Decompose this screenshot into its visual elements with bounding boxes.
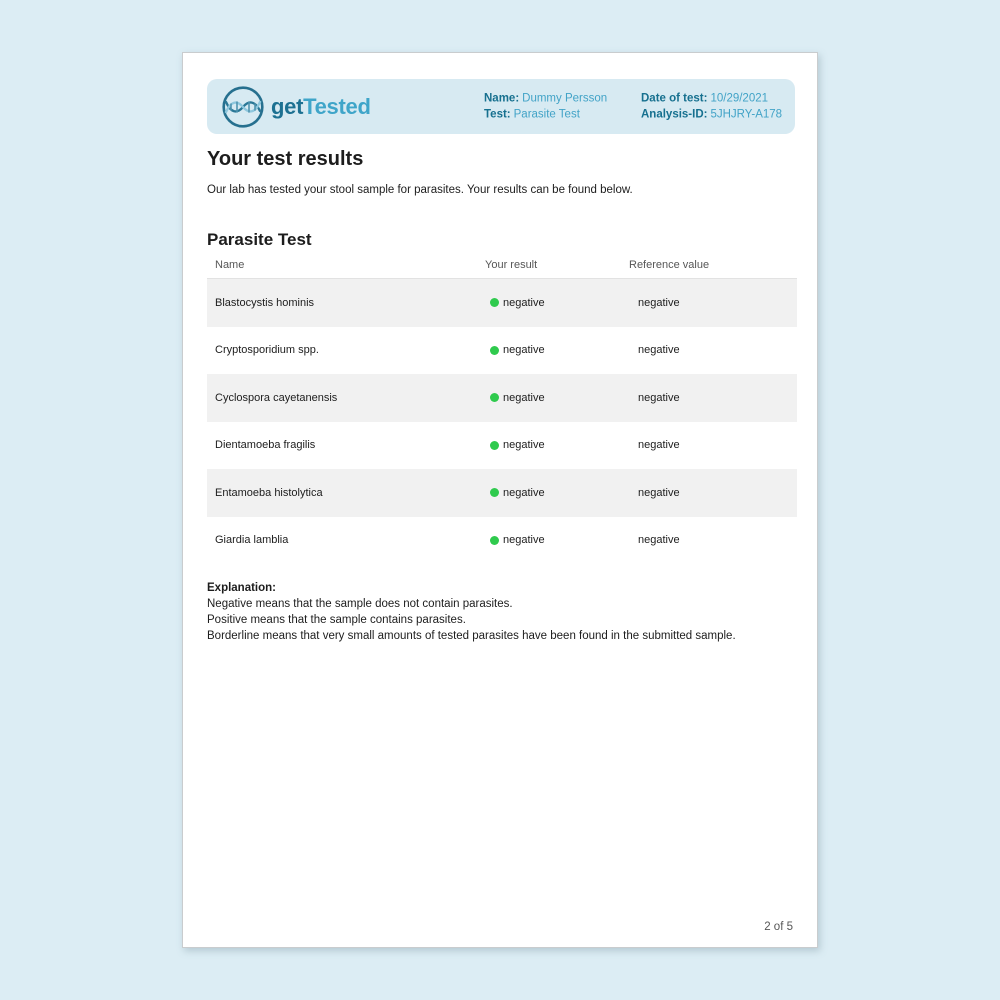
parasite-name: Dientamoeba fragilis [215,439,316,452]
status-dot-icon [490,441,499,450]
explanation-lines [207,596,736,644]
gettested-logo [221,84,371,129]
result-cell [485,392,629,404]
dna-helix-circle-icon [221,85,265,129]
explanation-line: Positive means that the sample contains parasites. [207,614,466,626]
parasite-name: Giardia lamblia [215,534,289,547]
header-field-label: Name: [484,92,520,104]
table-row [207,327,797,375]
explanation-block [207,580,736,644]
result-cell [485,344,629,356]
patient-info-column [484,90,607,123]
result-value: negative [503,439,545,452]
result-cell [485,487,629,499]
parasite-name: Cryptosporidium spp. [215,344,319,357]
header-field [484,107,607,124]
result-value: negative [503,391,545,404]
explanation-line: Borderline means that very small amounts of tested parasites have been found in the submitted sample. [207,630,736,642]
result-cell [485,439,629,451]
table-header-row [207,259,797,279]
reference-value: negative [638,486,680,499]
status-dot-icon [490,393,499,402]
reference-value: negative [638,344,680,357]
result-value: negative [503,486,545,499]
parasite-name: Cyclospora cayetanensis [215,391,338,404]
explanation-heading: Explanation: [207,582,277,594]
table-row [207,469,797,517]
brand-tested: Tested [303,93,371,119]
header-field-value: Dummy Persson [522,92,608,104]
intro-text: Our lab has tested your stool sample for parasites. Your results can be found below. [207,184,633,196]
reference-value: negative [638,439,680,452]
document-page [182,52,818,948]
status-dot-icon [490,536,499,545]
test-info-column [641,90,782,123]
brand-get: get [271,93,304,119]
report-header-banner [207,79,795,134]
header-field-value: Parasite Test [513,108,580,121]
header-field [641,90,782,107]
page-title: Your test results [207,148,364,170]
reference-value: negative [638,296,680,309]
column-header-name: Name [215,259,245,271]
header-field [641,107,782,124]
status-dot-icon [490,346,499,355]
result-cell [485,534,629,546]
column-header-your-result: Your result [485,259,538,271]
brand-wordmark [271,94,371,120]
parasite-name: Blastocystis hominis [215,296,315,309]
result-value: negative [503,534,545,547]
header-field-value: 10/29/2021 [710,92,769,104]
reference-value: negative [638,534,680,547]
header-field-label: Analysis-ID: [641,108,708,121]
section-title: Parasite Test [207,230,312,249]
result-cell [485,297,629,309]
table-row [207,279,797,327]
column-header-reference-value: Reference value [629,259,710,271]
page-number: 2 of 5 [764,921,793,933]
header-field [484,90,607,107]
table-row [207,422,797,470]
status-dot-icon [490,298,499,307]
table-row [207,517,797,565]
result-value: negative [503,296,545,309]
explanation-line: Negative means that the sample does not contain parasites. [207,598,513,610]
header-field-label: Date of test: [641,92,708,104]
parasite-name: Entamoeba histolytica [215,486,323,499]
header-field-value: 5JHJRY-A178 [710,108,783,121]
reference-value: negative [638,391,680,404]
table-row [207,374,797,422]
result-value: negative [503,344,545,357]
results-table [207,259,797,564]
header-field-label: Test: [484,108,511,121]
status-dot-icon [490,488,499,497]
table-body [207,279,797,564]
